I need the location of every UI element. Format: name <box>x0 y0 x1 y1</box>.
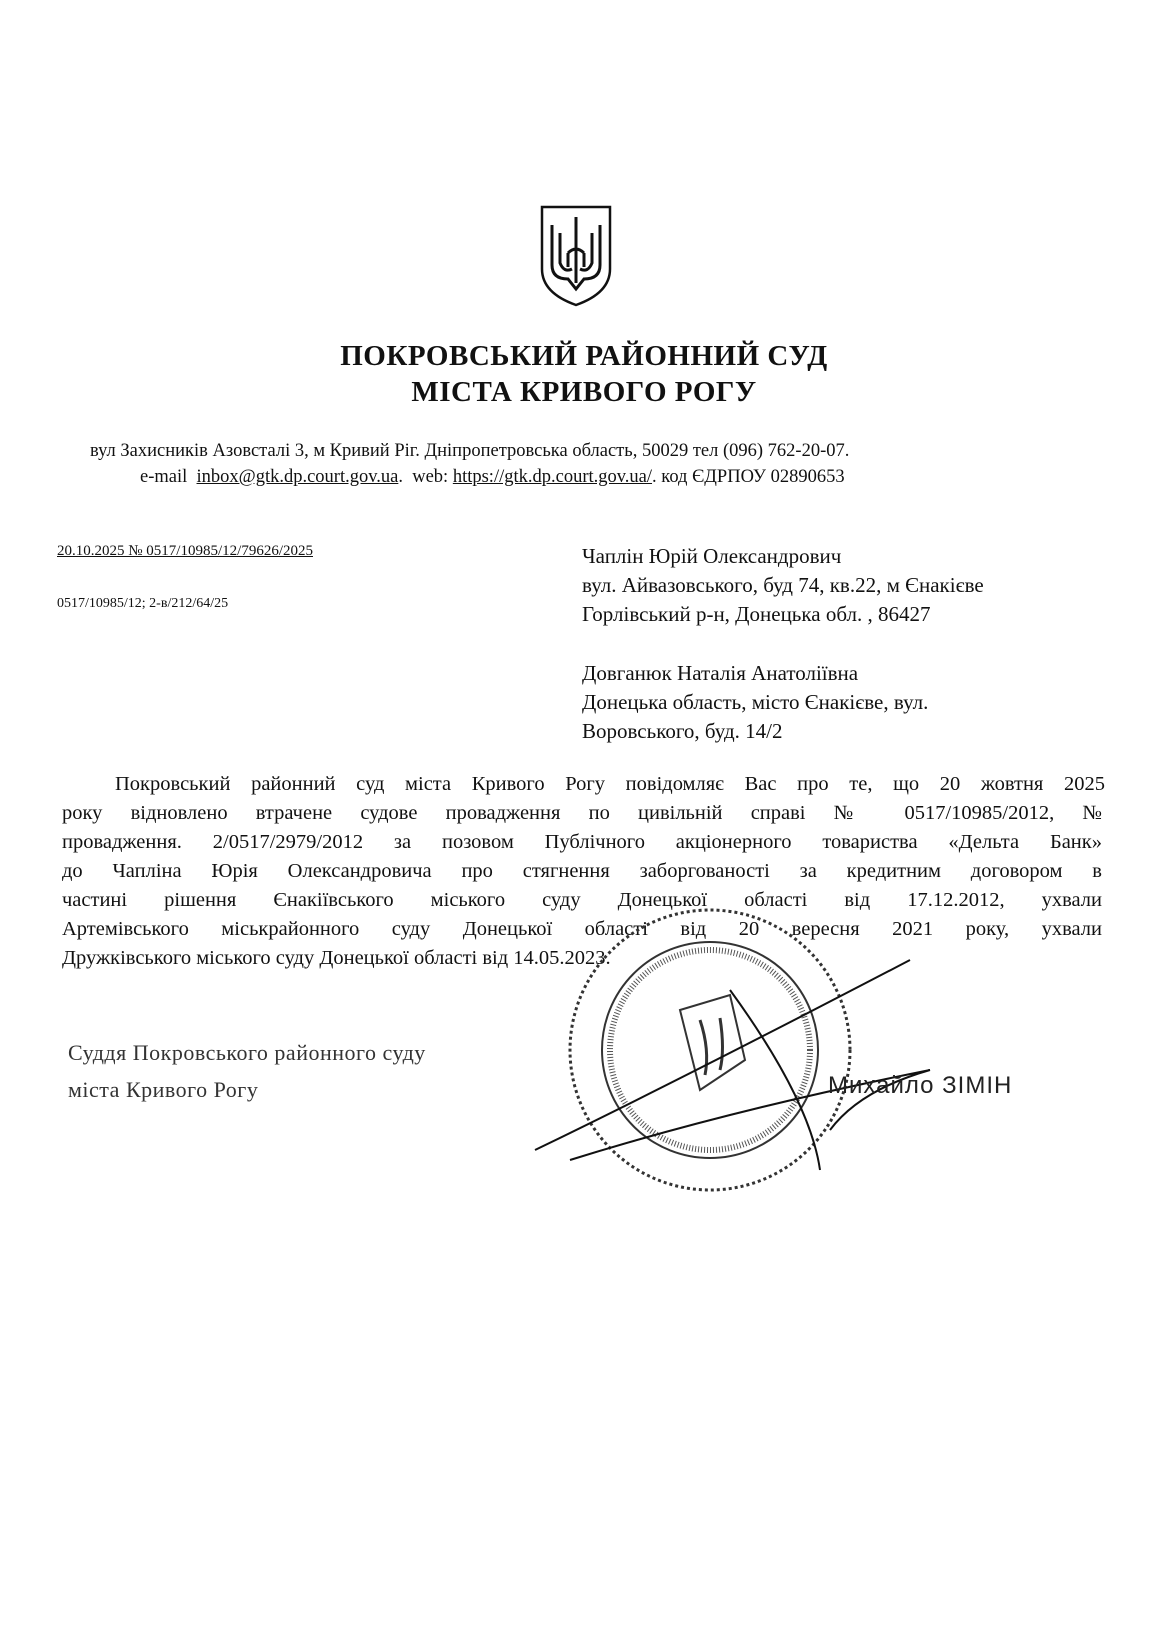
signer-position: Суддя Покровського районного суду <box>68 1040 426 1065</box>
email-link[interactable]: inbox@gtk.dp.court.gov.ua <box>196 467 399 487</box>
edrpou-code: код ЄДРПОУ 02890653 <box>661 467 845 487</box>
body-line: Покровський районний суд міста Кривого Рогу повідомляє Вас про те, що 20 жовтня 2025 <box>115 773 1105 795</box>
email-label: e-mail <box>140 467 188 487</box>
signer-name: Михайло ЗІМІН <box>828 1072 1013 1099</box>
body-line: Артемівського міськрайонного суду Донецької області від 20 вересня 2021 року, ухвали <box>62 918 1102 940</box>
outgoing-number: 20.10.2025 № 0517/10985/12/79626/2025 <box>57 543 313 559</box>
signer-position: міста Кривого Рогу <box>68 1077 259 1102</box>
body-line: року відновлено втрачене судове провадження по цивільній справі № 0517/10985/2012, № <box>62 802 1102 824</box>
web-link[interactable]: https://gtk.dp.court.gov.ua/ <box>452 467 653 487</box>
recipient-2-address: Донецька область, місто Єнакієве, вул. <box>582 690 929 714</box>
case-references: 0517/10985/12; 2-в/212/64/25 <box>57 596 229 611</box>
court-contacts: e-mail inbox@gtk.dp.court.gov.ua. web: https://gtk.dp.court.gov.ua/. код ЄДРПОУ 02890653 <box>140 467 845 487</box>
coat-of-arms-trident-icon <box>538 203 614 307</box>
recipient-2-address: Воровського, буд. 14/2 <box>582 719 783 743</box>
body-line: до Чапліна Юрія Олександровича про стягнення заборгованості за кредитним договором в <box>62 860 1102 882</box>
body-line: частині рішення Єнакіївського міського суду Донецької області від 17.12.2012, ухвали <box>62 889 1102 911</box>
web-label: web: <box>412 467 449 487</box>
recipient-1-address: вул. Айвазовського, буд 74, кв.22, м Єнакієве <box>582 573 984 597</box>
recipient-1-address: Горлівський р-н, Донецька обл. , 86427 <box>582 602 931 626</box>
body-line: провадження. 2/0517/2979/2012 за позовом Публічного акціонерного товариства «Дельта Банк» <box>62 831 1102 853</box>
recipient-1-name: Чаплін Юрій Олександрович <box>582 544 842 568</box>
body-line: Дружківського міського суду Донецької області від 14.05.2023. <box>62 947 611 969</box>
court-name-line2: МІСТА КРИВОГО РОГУ <box>411 376 757 408</box>
recipient-2-name: Довганюк Наталія Анатоліївна <box>582 661 859 685</box>
court-address: вул Захисників Азовсталі 3, м Кривий Ріг. Дніпропетровська область, 50029 тел (096) 762-20-07. <box>90 441 850 461</box>
court-name-line1: ПОКРОВСЬКИЙ РАЙОННИЙ СУД <box>340 340 828 372</box>
handwritten-signature <box>530 950 950 1180</box>
